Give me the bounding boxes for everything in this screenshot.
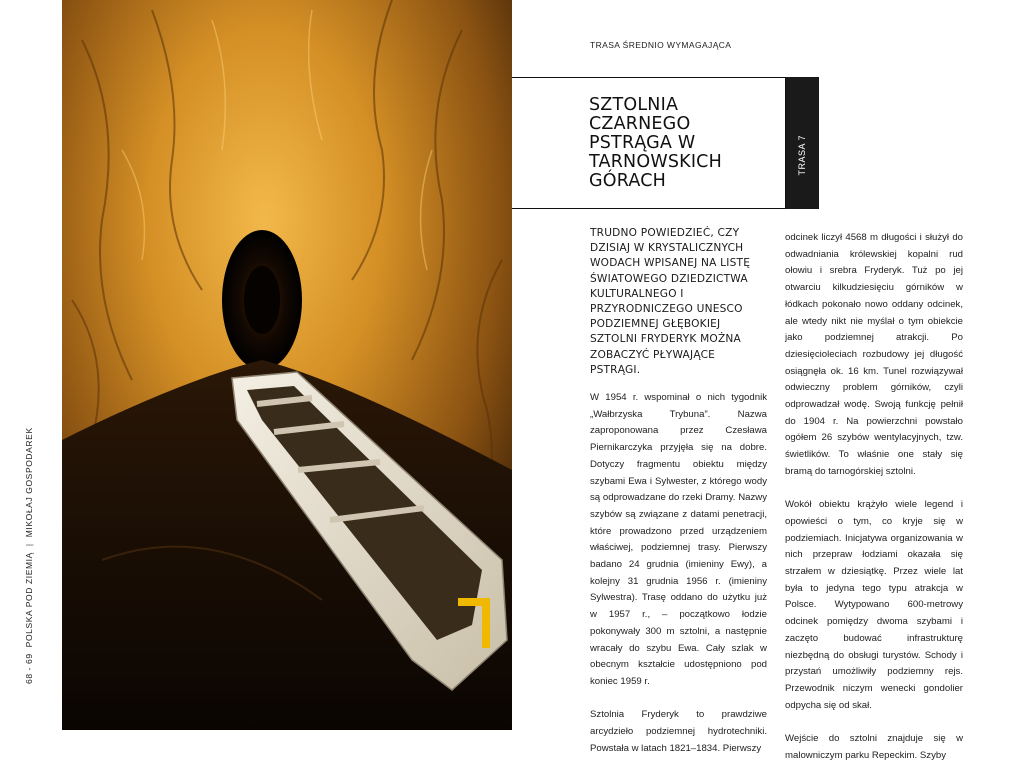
page-numbers: 68 - 69 (24, 653, 34, 684)
author-name: MIKOŁAJ GOSPODAREK (24, 427, 34, 538)
series-title: POLSKA POD ZIEMIĄ (24, 552, 34, 648)
route-tab-label: TRASA 7 (797, 135, 807, 176)
folio-separator: | (24, 543, 34, 547)
text-column-2 (785, 230, 963, 764)
lead-paragraph: TRUDNO POWIEDZIEĆ, CZY DZISIAJ W KRYSTALICZNYCH WODACH WPISANEJ NA LISTĘ ŚWIATOWEGO DZIEDZICTWA KULTURALNEGO I PRZYRODNICZEGO UNESCO PODZIEMNEJ GŁĘBOKIEJ SZTOLNI FRYDERYK MOŻNA ZOBACZYĆ PŁYWAJĄCE PSTRĄGI. (590, 227, 751, 376)
route-difficulty: TRASA ŚREDNIO WYMAGAJĄCA (590, 40, 732, 50)
page-folio (24, 427, 34, 684)
adit-boat-photo (62, 0, 512, 730)
body-paragraph: Sztolnia Fryderyk to prawdziwe arcydzieło podziemnej hydrotechniki. Powstała w latach 1821–1834. Pierwszy (590, 709, 767, 754)
body-paragraph: Wejście do sztolni znajduje się w malowniczym parku Repeckim. Szyby (785, 733, 963, 761)
body-paragraph: Wokół obiektu krążyło wiele legend i opowieści o tym, co kryje się w podziemiach. Inicjatywa organizowania w nich przepraw łodziami okazała się strzałem w dziesiątkę. Przez wiele lat była to jedyna tego typu atrakcja w Polsce. Wytypowano 600-metrowy odcinek pomiędzy dwoma szybami i zaczęto budować infrastrukturę niezbędną do obsługi turystów. Schody i przystań umożliwiły podziemny rejs. Przewodnik niczym wenecki gondolier odpycha się od skał. (785, 499, 963, 711)
body-paragraph: W 1954 r. wspominał o nich tygodnik „Wałbrzyska Trybuna”. Nazwa zaproponowana przez Czesława Piernikarczyka przyjęła się na dobre. Dotyczy fragmentu obiektu między szybami Ewa i Sylwester, z którego wody są odprowadzane do rzeki Dramy. Nazwy szybów są związane z datami penetracji, które prowadzono przed urządzeniem właściwej, podziemnej trasy. Pierwszy badano 24 grudnia (imieniny Ewy), a kolejny 31 grudnia 1956 r. (imieniny Sylwestra). Trasę oddano do użytku już w 1957 r., – początkowo łodzie pokonywały 300 m sztolni, a następnie wracały do szybu Ewa. Cały szlak w obecnym kształcie udostępniono pod koniec 1959 r. (590, 392, 767, 687)
article-title: SZTOLNIA CZARNEGO PSTRĄGA W TARNOWSKICH GÓRACH (589, 95, 722, 191)
body-paragraph: odcinek liczył 4568 m długości i służył do odwadniania królewskiej kopalni rud ołowiu i srebra Fryderyk. Tuż po jej otwarciu kilkudziesięciu górników w łódkach pokonało nowo oddany odcinek, ale wtedy nikt nie myślał o tym obiekcie jako podziemnej atrakcji. Po dziesięcioleciach rozbudowy jej długość osiągnęła ok. 16 km. Tunel rozwiązywał odwieczny problem górników, czyli odprowadzał wodę. Swoją funkcję pełnił do 1904 r. Na powierzchni powstało ogółem 26 szybów wentylacyjnych, tzw. świetlików. To właśnie one stały się bramą do tarnogórskiej sztolni. (785, 232, 963, 477)
text-column-1 (590, 226, 767, 757)
title-box (512, 77, 786, 209)
route-tab (786, 77, 819, 209)
